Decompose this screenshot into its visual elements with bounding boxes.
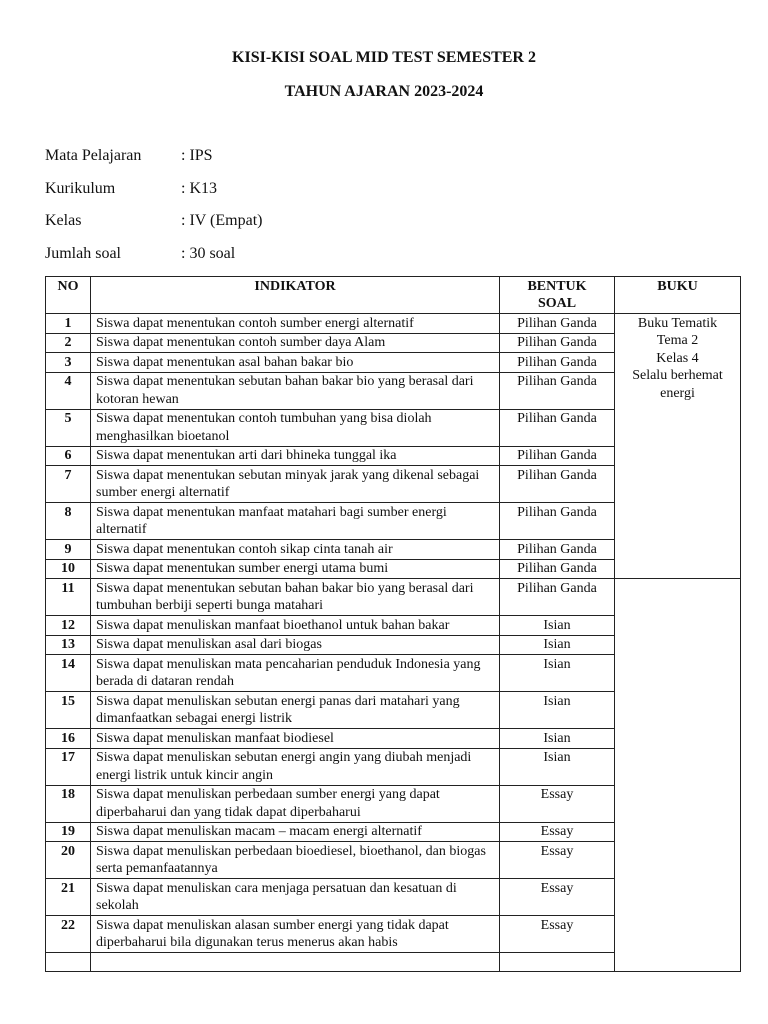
row-question-type: Isian [500,729,615,749]
row-number: 12 [46,616,91,636]
row-question-type: Pilihan Ganda [500,559,615,579]
row-question-type: Essay [500,842,615,879]
row-question-type: Pilihan Ganda [500,353,615,373]
row-question-type: Pilihan Ganda [500,503,615,540]
row-indicator: Siswa dapat menentukan sumber energi utama bumi [91,559,500,579]
row-indicator: Siswa dapat menentukan sebutan bahan bakar bio yang berasal dari tumbuhan berbiji seperti bunga matahari [91,579,500,616]
row-number: 19 [46,822,91,842]
header-bentuk-soal [500,277,615,314]
row-number: 17 [46,748,91,785]
buku-line: Tema 2 [656,333,699,348]
row-indicator: Siswa dapat menuliskan macam – macam energi alternatif [91,822,500,842]
meta-value: : 30 soal [181,245,236,262]
row-question-type: Essay [500,822,615,842]
document-subtitle: TAHUN AJARAN 2023-2024 [284,83,484,100]
row-indicator: Siswa dapat menuliskan alasan sumber energi yang tidak dapat diperbaharui bila digunakan terus menerus akan habis [91,916,500,953]
kisi-table [45,276,741,972]
row-number: 16 [46,729,91,749]
table-body [46,314,741,972]
row-number: 2 [46,333,91,353]
table-row [46,579,741,616]
row-number: 6 [46,446,91,466]
row-question-type: Pilihan Ganda [500,409,615,446]
row-indicator: Siswa dapat menuliskan cara menjaga persatuan dan kesatuan di sekolah [91,879,500,916]
row-indicator: Siswa dapat menentukan contoh sikap cinta tanah air [91,540,500,560]
row-number: 11 [46,579,91,616]
row-question-type: Essay [500,785,615,822]
row-indicator: Siswa dapat menentukan contoh sumber energi alternatif [91,314,500,334]
header-no: NO [46,277,91,314]
row-number: 5 [46,409,91,446]
buku-line: energi [660,385,695,401]
empty-cell [91,953,500,972]
row-indicator: Siswa dapat menentukan contoh tumbuhan yang bisa diolah menghasilkan bioetanol [91,409,500,446]
row-indicator: Siswa dapat menuliskan asal dari biogas [91,635,500,655]
meta-row-question-count [45,243,235,265]
row-indicator: Siswa dapat menuliskan manfaat bioethanol untuk bahan bakar [91,616,500,636]
row-indicator: Siswa dapat menentukan asal bahan bakar bio [91,353,500,373]
meta-value: : IV (Empat) [181,212,263,229]
row-indicator: Siswa dapat menuliskan mata pencaharian penduduk Indonesia yang berada di dataran rendah [91,655,500,692]
table-header-row [46,277,741,314]
row-question-type: Pilihan Ganda [500,466,615,503]
row-number: 8 [46,503,91,540]
row-question-type: Pilihan Ganda [500,333,615,353]
row-number: 4 [46,372,91,409]
buku-cell [615,314,741,579]
row-question-type: Essay [500,916,615,953]
meta-row-class [45,210,262,232]
row-number: 21 [46,879,91,916]
meta-label: Kelas [45,212,82,229]
row-question-type: Essay [500,879,615,916]
buku-cell-empty [615,579,741,972]
row-question-type: Pilihan Ganda [500,446,615,466]
row-indicator: Siswa dapat menentukan contoh sumber daya Alam [91,333,500,353]
row-question-type: Pilihan Ganda [500,314,615,334]
header-buku: BUKU [615,277,741,314]
meta-value: : IPS [181,147,213,164]
meta-row-subject [45,145,213,167]
row-question-type: Isian [500,635,615,655]
meta-value: : K13 [181,180,217,197]
row-number: 7 [46,466,91,503]
row-number: 13 [46,635,91,655]
row-question-type: Isian [500,616,615,636]
row-indicator: Siswa dapat menuliskan sebutan energi angin yang diubah menjadi energi listrik untuk kincir angin [91,748,500,785]
buku-line: Buku Tematik [637,315,718,331]
meta-label: Jumlah soal [45,245,121,262]
row-question-type: Pilihan Ganda [500,372,615,409]
meta-row-curriculum [45,178,217,200]
row-number: 10 [46,559,91,579]
header-bentuk-line1: BENTUK [527,278,587,294]
row-number: 1 [46,314,91,334]
row-number: 14 [46,655,91,692]
row-number: 22 [46,916,91,953]
row-question-type: Pilihan Ganda [500,579,615,616]
buku-line: Kelas 4 [656,350,699,366]
row-indicator: Siswa dapat menuliskan manfaat biodiesel [91,729,500,749]
table-row [46,314,741,334]
row-number: 9 [46,540,91,560]
document-title: KISI-KISI SOAL MID TEST SEMESTER 2 [232,49,536,66]
row-indicator: Siswa dapat menentukan arti dari bhineka tunggal ika [91,446,500,466]
header-bentuk-line2: SOAL [537,296,577,311]
header-indikator: INDIKATOR [91,277,500,314]
meta-label: Kurikulum [45,180,116,197]
meta-label: Mata Pelajaran [45,147,142,164]
empty-cell [46,953,91,972]
row-question-type: Isian [500,748,615,785]
row-indicator: Siswa dapat menentukan sebutan minyak jarak yang dikenal sebagai sumber energi alternatif [91,466,500,503]
row-number: 18 [46,785,91,822]
row-number: 3 [46,353,91,373]
row-question-type: Isian [500,692,615,729]
row-question-type: Isian [500,655,615,692]
row-indicator: Siswa dapat menuliskan perbedaan sumber energi yang dapat diperbaharui dan yang tidak dapat diperbaharui [91,785,500,822]
empty-cell [500,953,615,972]
row-indicator: Siswa dapat menuliskan perbedaan bioediesel, bioethanol, dan biogas serta pemanfaatannya [91,842,500,879]
row-indicator: Siswa dapat menentukan manfaat matahari bagi sumber energi alternatif [91,503,500,540]
buku-line: Selalu berhemat [632,368,723,383]
row-question-type: Pilihan Ganda [500,540,615,560]
row-number: 20 [46,842,91,879]
row-number: 15 [46,692,91,729]
row-indicator: Siswa dapat menentukan sebutan bahan bakar bio yang berasal dari kotoran hewan [91,372,500,409]
row-indicator: Siswa dapat menuliskan sebutan energi panas dari matahari yang dimanfaatkan sebagai energi listrik [91,692,500,729]
